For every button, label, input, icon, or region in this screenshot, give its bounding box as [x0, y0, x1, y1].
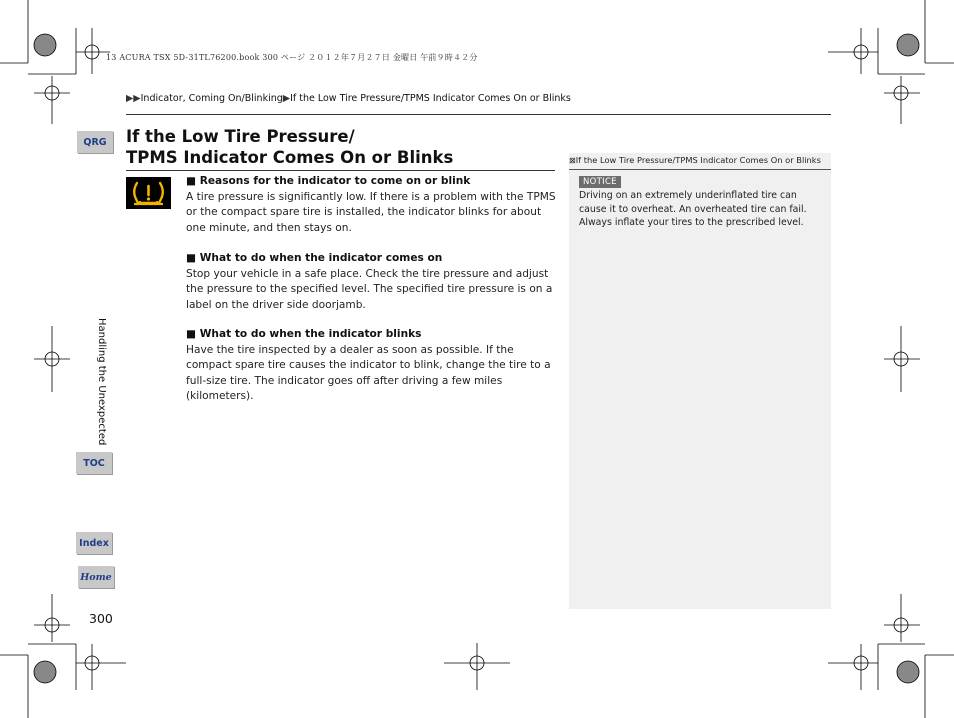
section-comes-on: [186, 251, 556, 313]
sidebar-header: ⊠If the Low Tire Pressure/TPMS Indicator Comes On or Blinks: [569, 155, 821, 165]
notice-text: Driving on an extremely underinflated tire can cause it to overheat. An overheated tire can fail. Always inflate your tires to the prescribed level.: [579, 190, 807, 228]
toc-button[interactable]: TOC: [76, 452, 112, 474]
page-number: 300: [89, 611, 113, 626]
section-body: A tire pressure is significantly low. If there is a problem with the TPMS or the compact spare tire is installed, the indicator blinks for about one minute, and then stays on.: [186, 190, 556, 234]
section-heading: ■ What to do when the indicator comes on: [186, 252, 443, 264]
breadcrumb-sep: ▶: [282, 93, 291, 104]
breadcrumb-arrow: ▶▶: [126, 93, 141, 104]
section-heading: ■ Reasons for the indicator to come on or blink: [186, 175, 471, 187]
page-title: [126, 126, 453, 168]
notice-badge: NOTICE: [579, 176, 621, 188]
page-title-line2: TPMS Indicator Comes On or Blinks: [126, 148, 454, 167]
bullet-square-icon: ■: [186, 175, 197, 187]
qrg-button[interactable]: QRG: [77, 131, 113, 153]
title-rule: [126, 170, 555, 171]
breadcrumb-current: If the Low Tire Pressure/TPMS Indicator Comes On or Blinks: [290, 93, 571, 104]
sidebar-rule: [569, 169, 831, 170]
header-rule: [126, 114, 831, 115]
page-title-line1: If the Low Tire Pressure/: [126, 127, 355, 146]
section-heading: ■ What to do when the indicator blinks: [186, 328, 422, 340]
index-button[interactable]: Index: [76, 532, 112, 554]
section-label: Handling the Unexpected: [96, 318, 107, 446]
section-blinks: [186, 327, 556, 405]
sidebar-marker-icon: ⊠: [569, 156, 576, 165]
tpms-warning-icon: [126, 177, 171, 209]
bullet-square-icon: ■: [186, 328, 197, 340]
breadcrumb: [126, 93, 571, 104]
home-button[interactable]: Home: [78, 566, 114, 588]
section-body: Stop your vehicle in a safe place. Check the tire pressure and adjust the pressure to the specified level. The specified tire pressure is on a label on the driver side doorjamb.: [186, 267, 553, 311]
bullet-square-icon: ■: [186, 252, 197, 264]
section-body: Have the tire inspected by a dealer as soon as possible. If the compact spare tire causes the indicator to blink, change the tire to a full-size tire. The indicator goes off after driving a few miles (kilometers).: [186, 343, 551, 403]
section-reasons: [186, 174, 556, 236]
print-header: 13 ACURA TSX 5D-31TL76200.book 300 ページ ２０１２年７月２７日 金曜日 午前９時４２分: [106, 53, 478, 62]
breadcrumb-parent[interactable]: Indicator, Coming On/Blinking: [140, 93, 283, 104]
